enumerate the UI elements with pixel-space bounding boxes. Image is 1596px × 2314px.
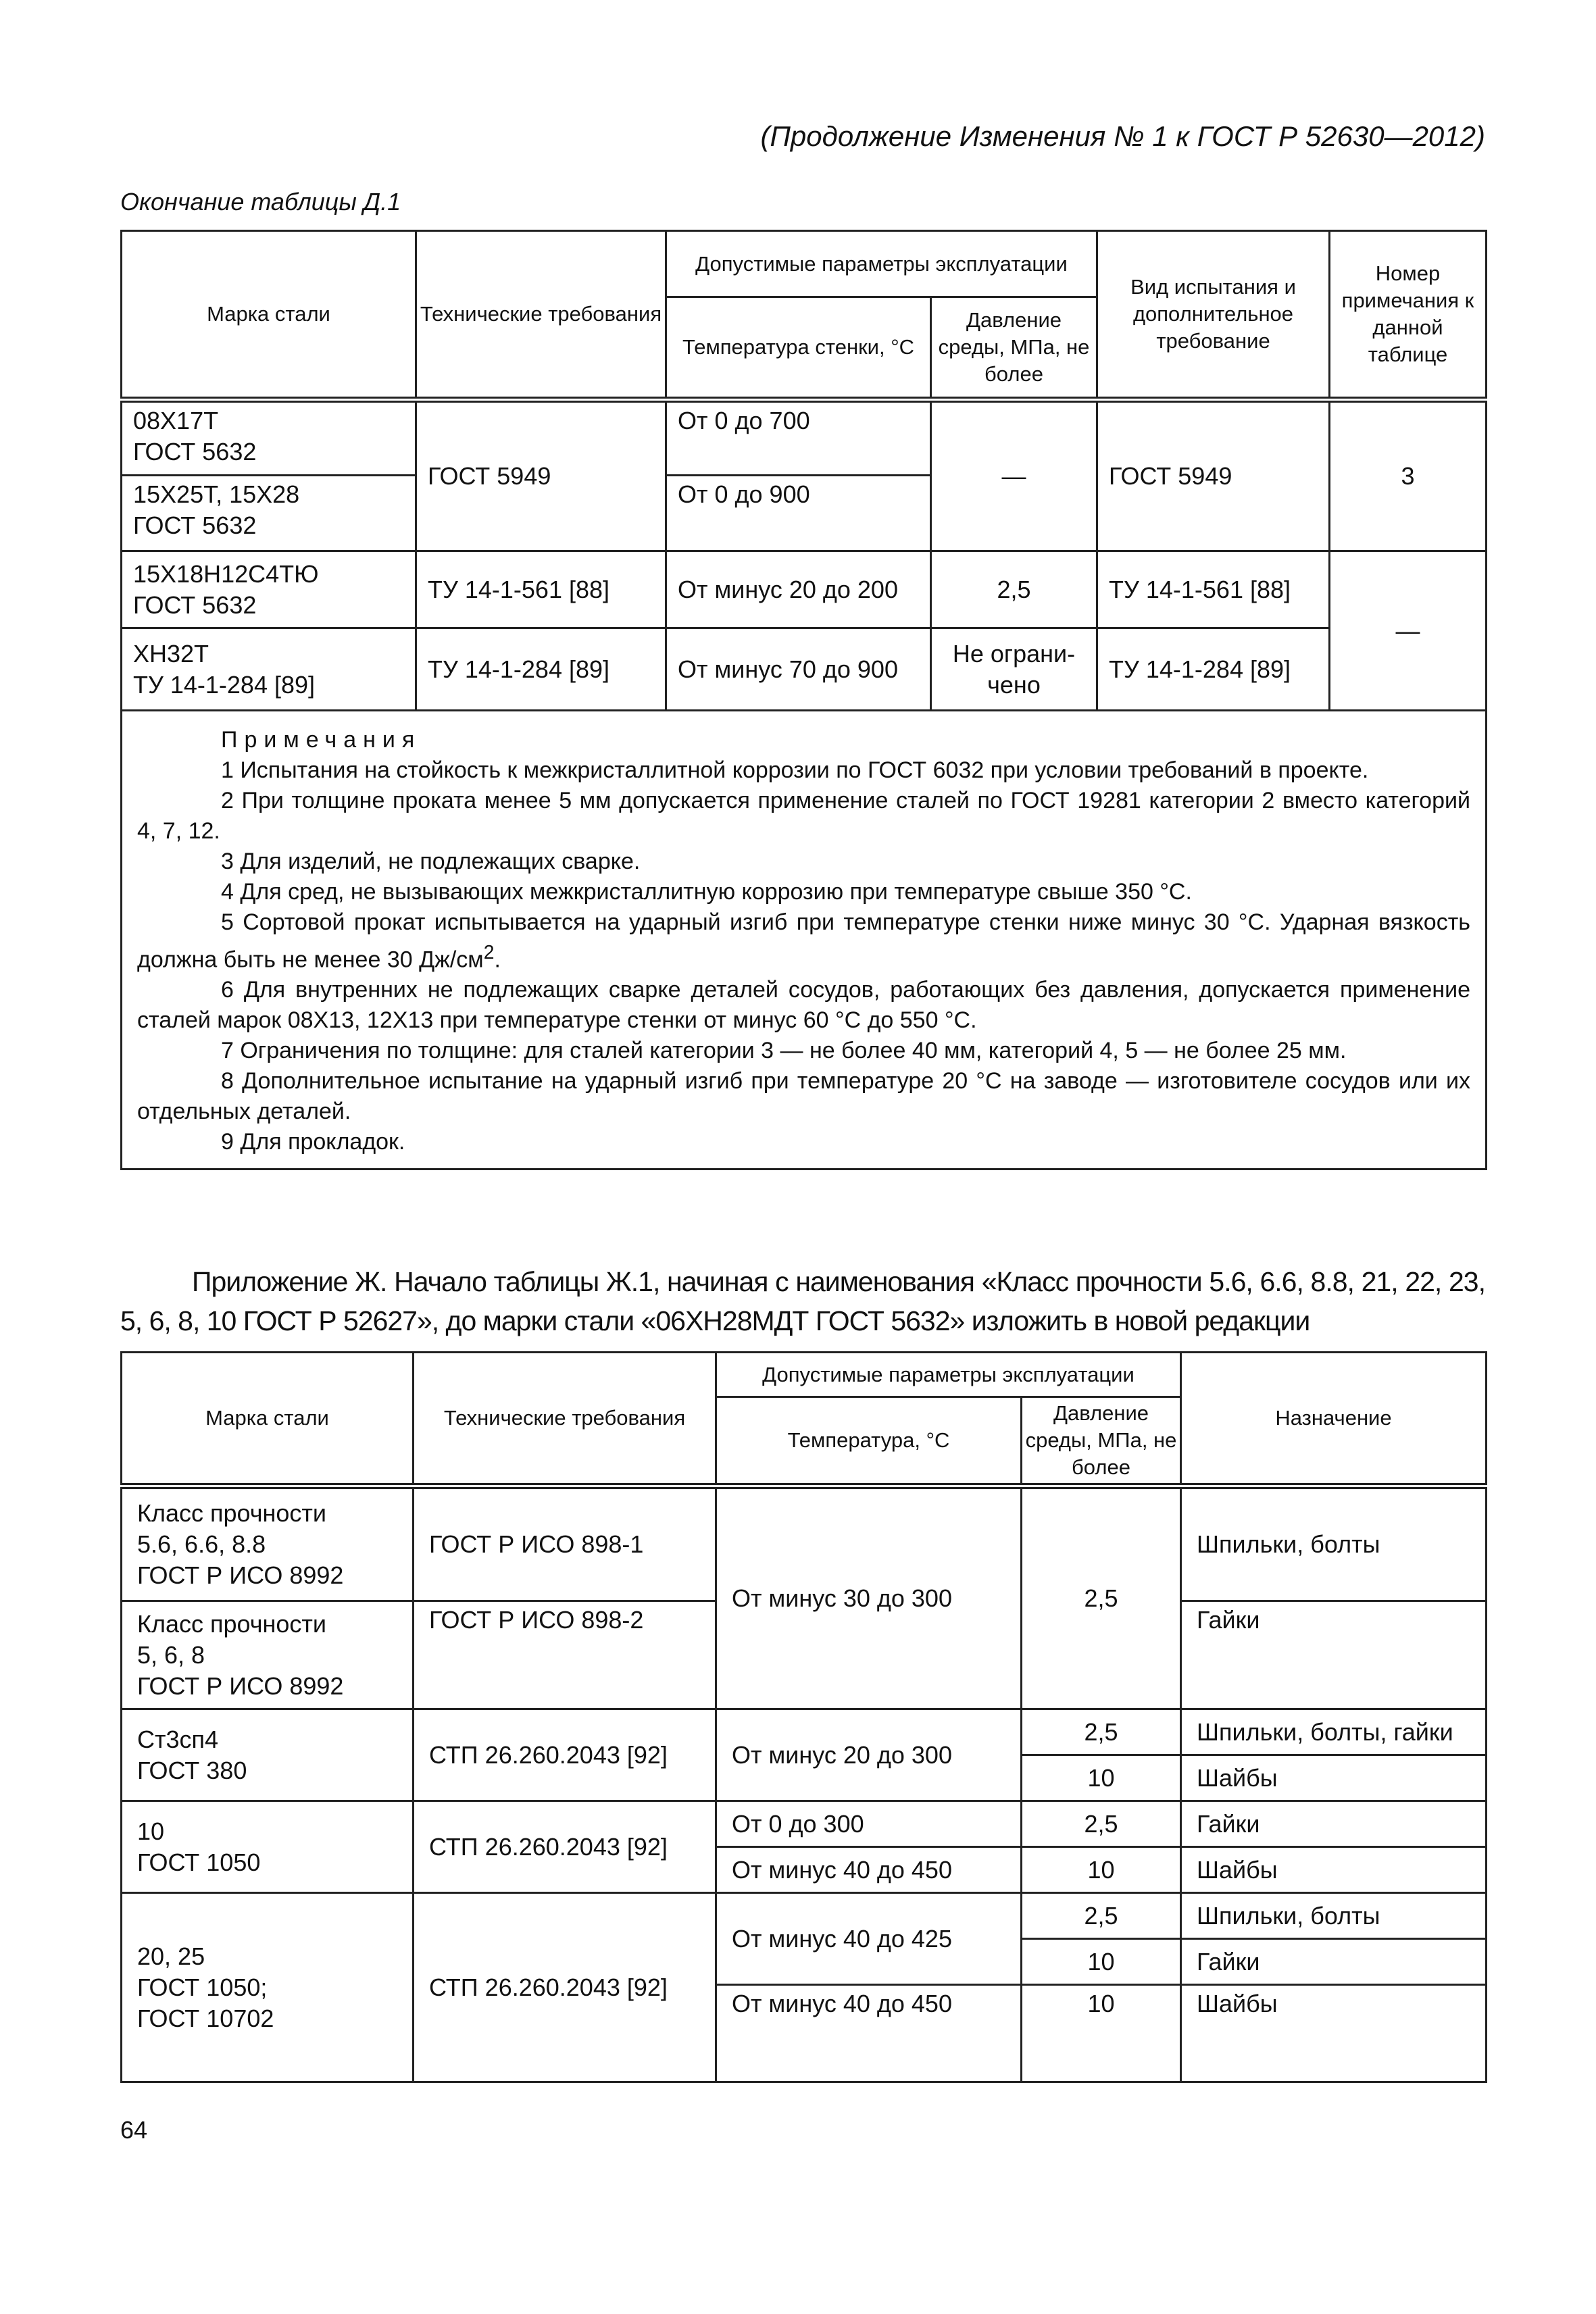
t2-cell-grade: Ст3сп4 ГОСТ 380 xyxy=(122,1709,414,1801)
t1-cell-temp: От 0 до 900 xyxy=(666,476,931,551)
note-item: 2 При толщине проката менее 5 мм допускается применение сталей по ГОСТ 19281 категории 2 вместо категорий 4, 7, 12. xyxy=(137,788,1470,844)
t2-cell-purpose: Гайки xyxy=(1181,1801,1487,1847)
t2-header-purpose: Назначение xyxy=(1181,1353,1487,1486)
t1-header-test: Вид испытания и дополнительное требование xyxy=(1097,231,1330,400)
t2-cell-pressure: 2,5 xyxy=(1022,1801,1181,1847)
page-number: 64 xyxy=(120,2116,148,2144)
t1-header-tech: Технические требования xyxy=(416,231,666,400)
note-item: 3 Для изделий, не подлежащих сварке. xyxy=(221,849,641,874)
t1-cell-tech: ТУ 14-1-561 [88] xyxy=(416,551,666,628)
t2-cell-purpose: Шпильки, болты xyxy=(1181,1893,1487,1939)
t2-cell-tech: СТП 26.260.2043 [92] xyxy=(414,1709,716,1801)
t1-cell-test: ТУ 14-1-561 [88] xyxy=(1097,551,1330,628)
note-item: 6 Для внутренних не подлежащих сварке деталей сосудов, работающих без давления, допускается применение сталей марок 08Х13, 12Х13 при температуре стенки от минус 60 °С до 550 °С. xyxy=(137,977,1470,1034)
t1-header-params: Допустимые параметры эксплуатации xyxy=(666,231,1097,297)
t1-cell-grade: 08Х17Т ГОСТ 5632 xyxy=(122,400,416,476)
t1-header-note: Номер примечания к данной таблице xyxy=(1330,231,1487,400)
t1-cell-temp: От минус 20 до 200 xyxy=(666,551,931,628)
t2-cell-tech: ГОСТ Р ИСО 898-2 xyxy=(414,1601,716,1709)
t2-cell-pressure: 2,5 xyxy=(1022,1893,1181,1939)
t2-header-temp: Температура, °С xyxy=(716,1397,1022,1486)
t1-cell-grade: 15Х18Н12С4ТЮ ГОСТ 5632 xyxy=(122,551,416,628)
t2-header-grade: Марка стали xyxy=(122,1353,414,1486)
t1-cell-pressure: 2,5 xyxy=(931,551,1097,628)
running-header: (Продолжение Изменения № 1 к ГОСТ Р 52630—2012) xyxy=(760,120,1485,152)
note-item: 1 Испытания на стойкость к межкристаллитной коррозии по ГОСТ 6032 при условии требований в проекте. xyxy=(221,757,1369,783)
t2-cell-temp: От минус 40 до 450 xyxy=(716,1847,1022,1893)
t2-header-params: Допустимые параметры эксплуатации xyxy=(716,1353,1181,1397)
t2-cell-grade: 20, 25 ГОСТ 1050; ГОСТ 10702 xyxy=(122,1893,414,2082)
t1-cell-grade: ХН32Т ТУ 14-1-284 [89] xyxy=(122,628,416,711)
t1-cell-grade: 15Х25Т, 15Х28 ГОСТ 5632 xyxy=(122,476,416,551)
note-item: 8 Дополнительное испытание на ударный изгиб при температуре 20 °С на заводе — изготовителе сосудов или их отдельных деталей. xyxy=(137,1068,1470,1125)
note-item: 5 Сортовой прокат испытывается на ударный изгиб при температуре стенки ниже минус 30 °С. Ударная вязкость должна быть не менее 30 $Дж/см^2$. xyxy=(137,909,1470,973)
t2-cell-purpose: Шайбы xyxy=(1181,1755,1487,1801)
t2-cell-pressure: 2,5 xyxy=(1022,1486,1181,1709)
t1-header-pressure: Давление среды, МПа, не более xyxy=(931,297,1097,400)
t1-header-grade: Марка стали xyxy=(122,231,416,400)
t2-cell-pressure: 10 xyxy=(1022,1985,1181,2082)
t2-cell-grade: Класс прочности 5.6, 6.6, 8.8 ГОСТ Р ИСО 8992 xyxy=(122,1486,414,1601)
t2-cell-purpose: Гайки xyxy=(1181,1939,1487,1985)
t2-cell-tech: ГОСТ Р ИСО 898-1 xyxy=(414,1486,716,1601)
t2-cell-grade: Класс прочности 5, 6, 8 ГОСТ Р ИСО 8992 xyxy=(122,1601,414,1709)
t1-cell-note-lower: — xyxy=(1330,551,1487,711)
table-d1-ending xyxy=(120,230,1487,1170)
t2-cell-pressure: 10 xyxy=(1022,1939,1181,1985)
t1-cell-test: ТУ 14-1-284 [89] xyxy=(1097,628,1330,711)
t2-cell-purpose: Шпильки, болты xyxy=(1181,1486,1487,1601)
t1-header-temp: Температура стенки, °С xyxy=(666,297,931,400)
t1-cell-temp: От 0 до 700 xyxy=(666,400,931,476)
t2-cell-tech: СТП 26.260.2043 [92] xyxy=(414,1801,716,1893)
t2-cell-temp: От минус 20 до 300 xyxy=(716,1709,1022,1801)
t2-cell-purpose: Шпильки, болты, гайки xyxy=(1181,1709,1487,1755)
t2-header-tech: Технические требования xyxy=(414,1353,716,1486)
t1-notes xyxy=(122,711,1487,1169)
t2-cell-purpose: Гайки xyxy=(1181,1601,1487,1709)
t1-cell-test-merged: ГОСТ 5949 xyxy=(1097,400,1330,551)
notes-title: Примечания xyxy=(221,727,422,753)
t2-header-pressure: Давление среды, МПа, не более xyxy=(1022,1397,1181,1486)
note-item: 4 Для сред, не вызывающих межкристаллитную коррозию при температуре свыше 350 °С. xyxy=(221,879,1192,905)
t1-cell-pressure-merged: — xyxy=(931,400,1097,551)
t2-cell-purpose: Шайбы xyxy=(1181,1847,1487,1893)
note-item: 9 Для прокладок. xyxy=(221,1129,405,1155)
t2-cell-temp: От 0 до 300 xyxy=(716,1801,1022,1847)
t1-cell-temp: От минус 70 до 900 xyxy=(666,628,931,711)
t1-cell-tech: ТУ 14-1-284 [89] xyxy=(416,628,666,711)
t2-cell-grade: 10 ГОСТ 1050 xyxy=(122,1801,414,1893)
t2-cell-pressure: 2,5 xyxy=(1022,1709,1181,1755)
t2-cell-pressure: 10 xyxy=(1022,1847,1181,1893)
t2-cell-temp: От минус 40 до 425 xyxy=(716,1893,1022,1985)
table1-caption: Окончание таблицы Д.1 xyxy=(120,188,401,216)
t1-cell-tech-merged: ГОСТ 5949 xyxy=(416,400,666,551)
t2-cell-temp: От минус 30 до 300 xyxy=(716,1486,1022,1709)
appendix-paragraph: Приложение Ж. Начало таблицы Ж.1, начиная с наименования «Класс прочности 5.6, 6.6, 8.8, 21, 22, 23, 5, 6, 8, 10 ГОСТ Р 52627», до марки стали «06ХН28МДТ ГОСТ 5632» изложить в новой редакции xyxy=(120,1266,1485,1336)
t1-cell-note-merged: 3 xyxy=(1330,400,1487,551)
t2-cell-pressure: 10 xyxy=(1022,1755,1181,1801)
t2-cell-tech: СТП 26.260.2043 [92] xyxy=(414,1893,716,2082)
note-item: 7 Ограничения по толщине: для сталей категории 3 — не более 40 мм, категорий 4, 5 — не более 25 мм. xyxy=(221,1038,1347,1064)
t2-cell-purpose: Шайбы xyxy=(1181,1985,1487,2082)
t2-cell-temp: От минус 40 до 450 xyxy=(716,1985,1022,2082)
t1-cell-pressure: Не ограни- чено xyxy=(931,628,1097,711)
table-zh1-start xyxy=(120,1351,1487,2083)
